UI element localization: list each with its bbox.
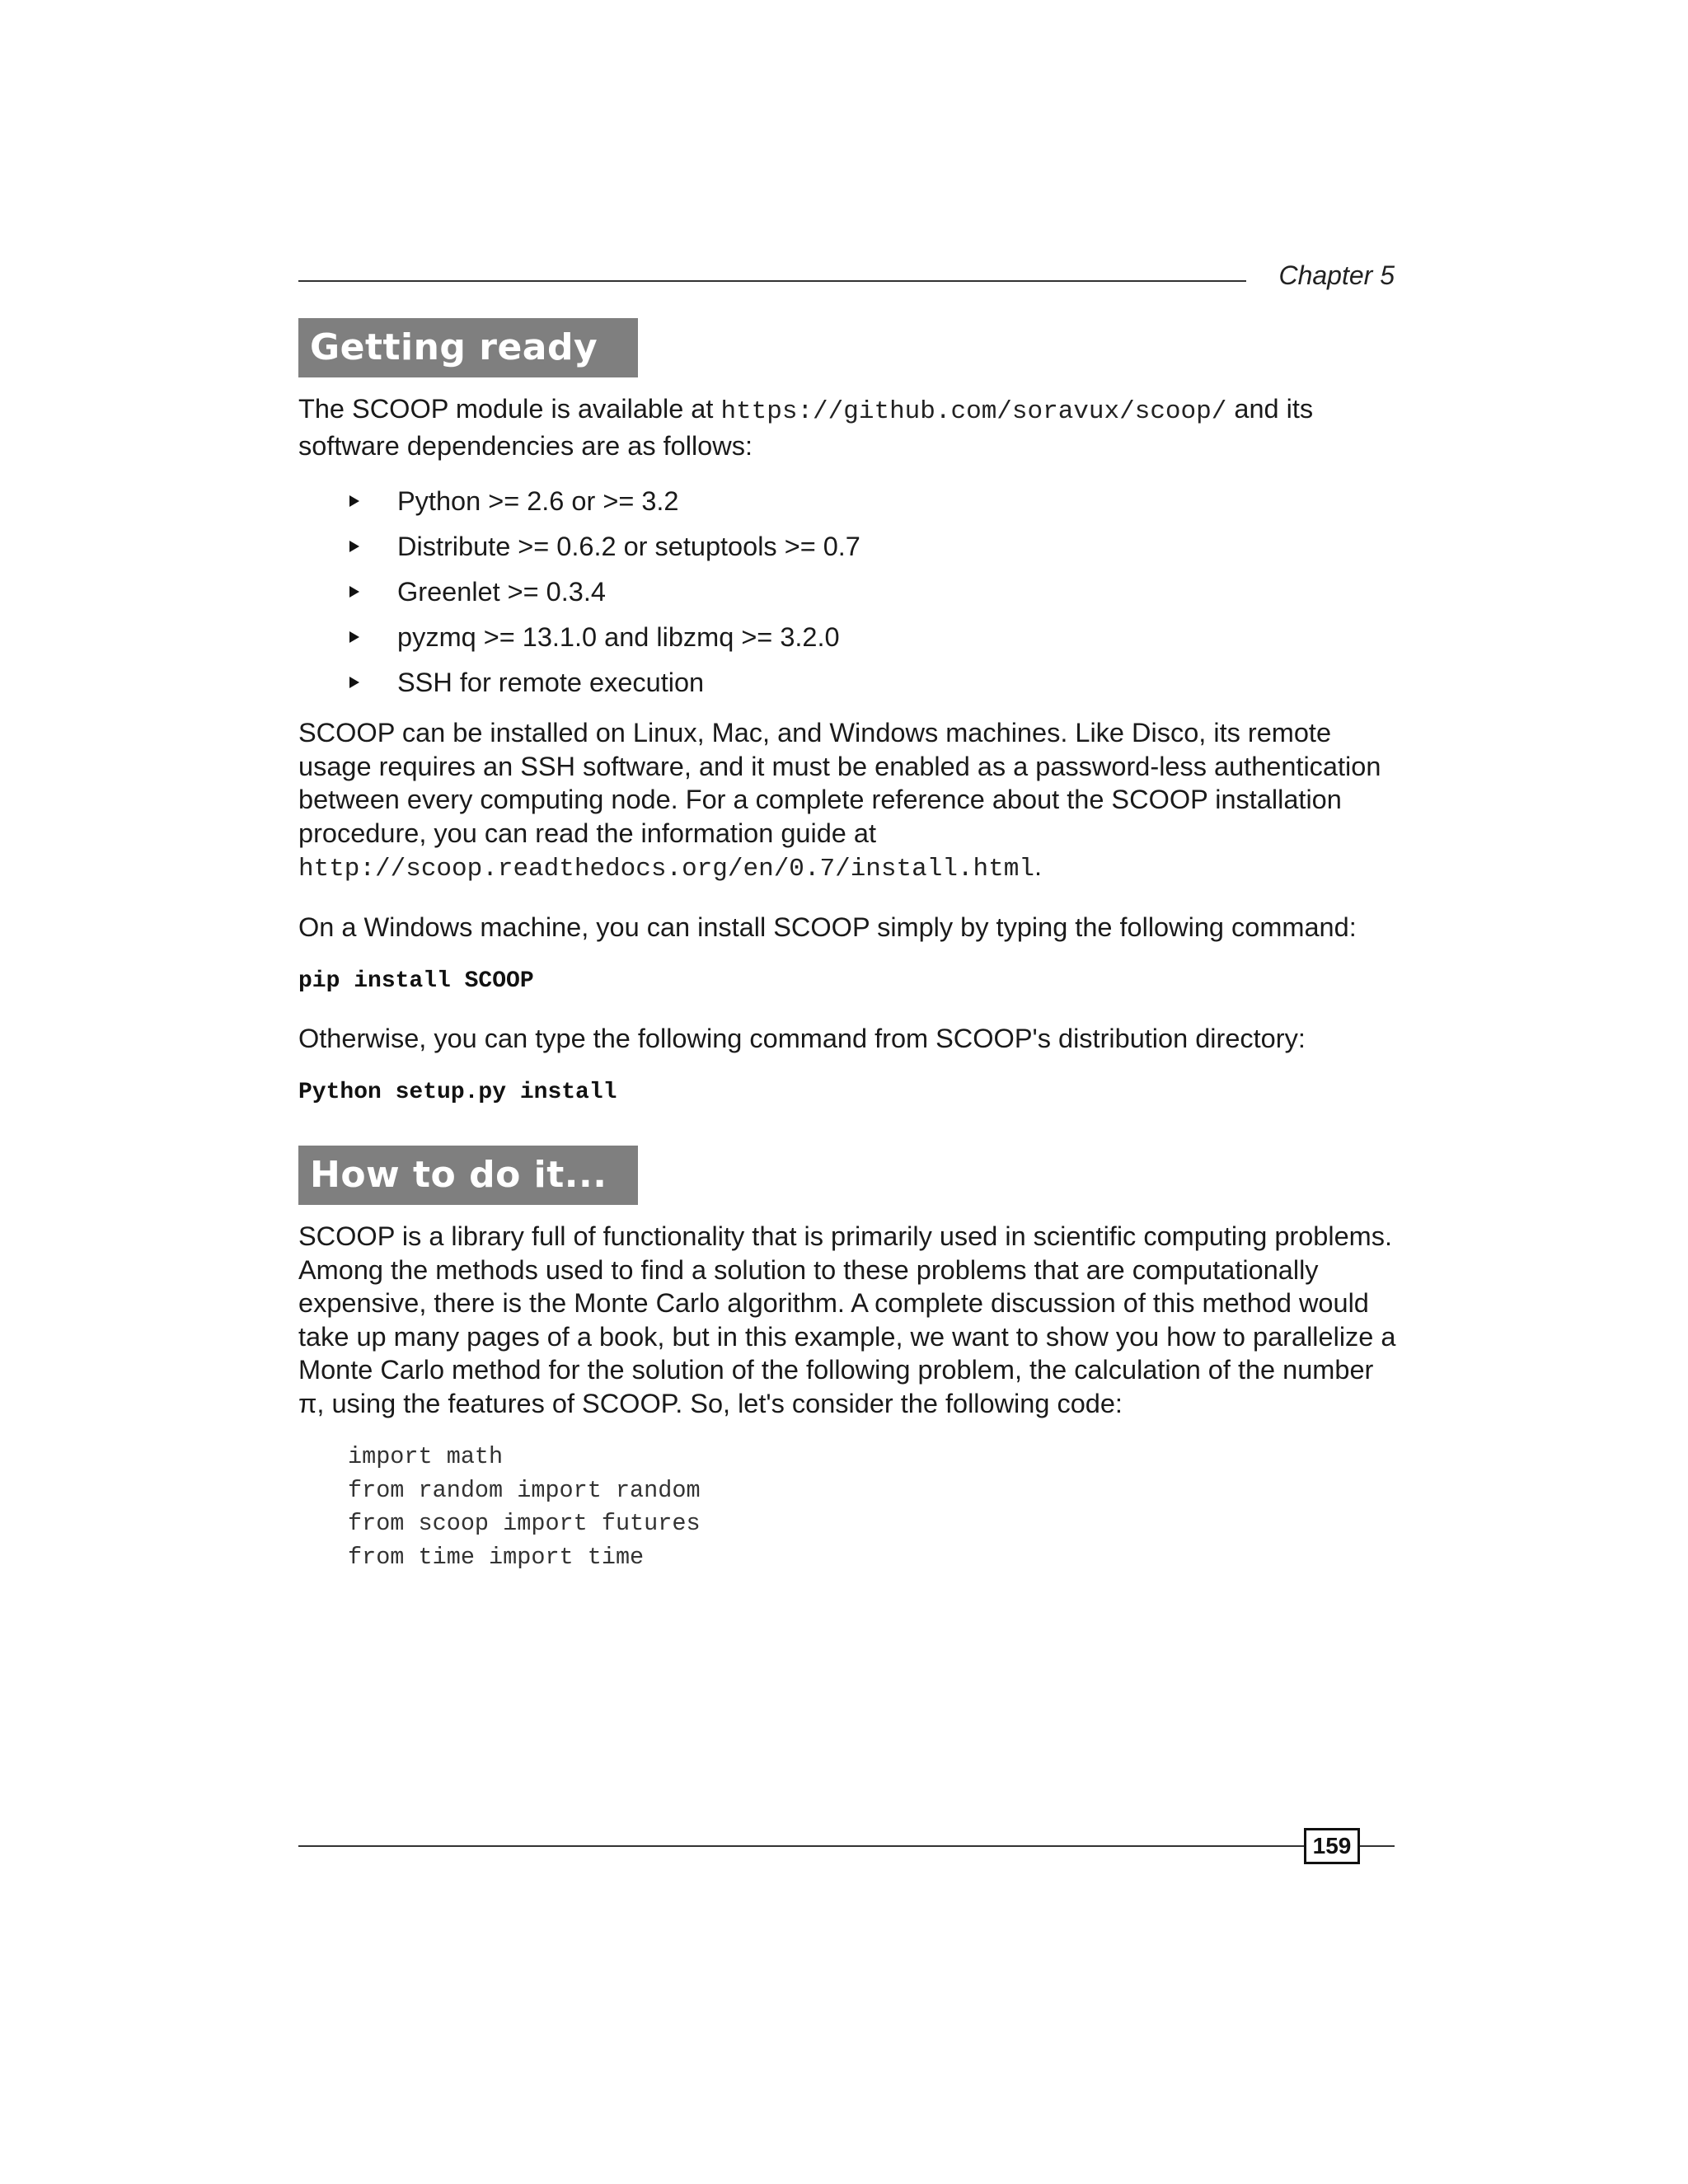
- dependency-list: [298, 485, 1395, 711]
- section-heading-getting-ready: Getting ready: [298, 318, 638, 377]
- code-line: from scoop import futures: [348, 1510, 701, 1537]
- intro-text: The SCOOP module is available at: [298, 394, 721, 424]
- triangle-bullet-icon: [349, 631, 359, 643]
- otherwise-paragraph: Otherwise, you can type the following command from SCOOP's distribution directory:: [298, 1024, 1306, 1053]
- page-footer: [298, 1828, 1395, 1864]
- intro-text-end: and its software dependencies are as follows:: [298, 394, 1314, 461]
- intro-paragraph: [298, 392, 1403, 462]
- header-rule: [298, 280, 1246, 282]
- list-item: Greenlet >= 0.3.4: [298, 575, 1395, 621]
- install-text-end: .: [1034, 851, 1042, 881]
- setup-command: Python setup.py install: [298, 1080, 617, 1105]
- install-paragraph: [298, 716, 1403, 887]
- triangle-bullet-icon: [349, 495, 359, 507]
- code-line: from random import random: [348, 1476, 701, 1504]
- windows-paragraph: On a Windows machine, you can install SCOOP simply by typing the following command:: [298, 912, 1357, 942]
- footer-rule: [298, 1845, 1395, 1847]
- windows-command: pip install SCOOP: [298, 968, 534, 994]
- chapter-label: Chapter 5: [1278, 260, 1395, 290]
- running-header: [298, 260, 1395, 293]
- list-item: SSH for remote execution: [298, 666, 1395, 711]
- triangle-bullet-icon: [349, 541, 359, 552]
- install-text: SCOOP can be installed on Linux, Mac, and Windows machines. Like Disco, its remote usage requires an SSH software, and it must be enabled as a password-less authentication between every computing node. For a complete reference about the SCOOP installation procedure, you can read the information guide at: [298, 718, 1381, 848]
- github-link[interactable]: https://github.com/soravux/scoop/: [720, 397, 1227, 426]
- list-item: pyzmq >= 13.1.0 and libzmq >= 3.2.0: [298, 621, 1395, 666]
- triangle-bullet-icon: [349, 677, 359, 688]
- list-item: Distribute >= 0.6.2 or setuptools >= 0.7: [298, 530, 1395, 575]
- list-item: Python >= 2.6 or >= 3.2: [298, 485, 1395, 530]
- section-heading-how-to: How to do it...: [298, 1146, 638, 1205]
- page-number: 159: [1304, 1828, 1360, 1864]
- how-to-paragraph: SCOOP is a library full of functionality that is primarily used in scientific computing problems. Among the methods used to find a solution to these problems that are computationally expensive, there is the Monte Carlo algorithm. A complete discussion of this method would take up many pages of a book, but in this example, we want to show you how to parallelize a Monte Carlo method for the solution of the following problem, the calculation of the number π, using the features of SCOOP. So, let's consider the following code:: [298, 1221, 1396, 1418]
- code-line: import math: [348, 1443, 504, 1470]
- install-guide-link[interactable]: http://scoop.readthedocs.org/en/0.7/install.html: [298, 855, 1034, 883]
- code-block: [348, 1441, 701, 1574]
- code-line: from time import time: [348, 1543, 645, 1571]
- triangle-bullet-icon: [349, 586, 359, 598]
